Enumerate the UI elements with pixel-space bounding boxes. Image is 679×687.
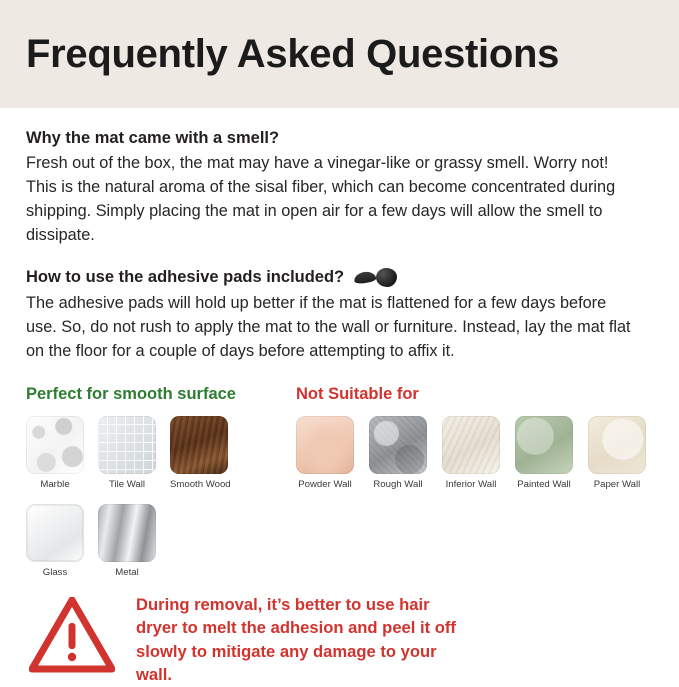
surface-item bbox=[369, 416, 427, 491]
surface-item bbox=[442, 416, 500, 491]
page-title: Frequently Asked Questions bbox=[26, 31, 560, 76]
faq-question bbox=[26, 267, 655, 288]
surface-label: Glass bbox=[42, 567, 68, 579]
powder-wall-swatch bbox=[296, 416, 354, 474]
faq-item-2 bbox=[26, 267, 655, 363]
surface-label: Tile Wall bbox=[108, 478, 146, 490]
not-suitable-row-1 bbox=[296, 416, 655, 491]
surface-label: Paper Wall bbox=[593, 478, 641, 490]
surface-compatibility bbox=[0, 383, 679, 579]
faq-question-text: How to use the adhesive pads included? bbox=[26, 268, 345, 287]
suitable-row-1 bbox=[26, 416, 296, 491]
suitable-surfaces bbox=[26, 383, 296, 579]
surface-label: Powder Wall bbox=[298, 478, 352, 490]
surface-label: Metal bbox=[115, 567, 139, 579]
smooth-wood-swatch bbox=[170, 416, 228, 474]
surface-label: Smooth Wood bbox=[170, 478, 231, 490]
surface-item bbox=[98, 504, 156, 579]
surface-item bbox=[588, 416, 646, 491]
not-suitable-surfaces bbox=[296, 383, 655, 579]
inferior-wall-swatch bbox=[442, 416, 500, 474]
warning-triangle-icon bbox=[26, 593, 118, 673]
surface-item bbox=[98, 416, 156, 491]
glass-swatch bbox=[26, 504, 84, 562]
not-suitable-title: Not Suitable for bbox=[296, 384, 419, 403]
rough-wall-swatch bbox=[369, 416, 427, 474]
surface-label: Painted Wall bbox=[517, 478, 571, 490]
tile-wall-swatch bbox=[98, 416, 156, 474]
faq-answer: The adhesive pads will hold up better if the mat is flattened for a few days before use. So, do not rush to apply the mat to the wall or furniture. Instead, lay the mat flat on the floor for a couple of days before attempting to affix it. bbox=[26, 293, 631, 360]
paper-wall-swatch bbox=[588, 416, 646, 474]
suitable-title: Perfect for smooth surface bbox=[26, 384, 236, 403]
page-header bbox=[0, 0, 679, 108]
faq-list bbox=[0, 108, 679, 364]
faq-answer: Fresh out of the box, the mat may have a vinegar-like or grassy smell. Worry not! This is the natural aroma of the sisal fiber, which can become concentrated during shipping. Simply placing the mat in open air for a few days will allow the smell to dissipate. bbox=[26, 154, 616, 245]
surface-item bbox=[296, 416, 354, 491]
faq-question bbox=[26, 128, 655, 149]
surface-item bbox=[170, 416, 231, 491]
surface-item bbox=[26, 504, 84, 579]
faq-question-text: Why the mat came with a smell? bbox=[26, 129, 280, 147]
metal-swatch bbox=[98, 504, 156, 562]
warning-text: During removal, it’s better to use hair dryer to melt the adhesion and peel it off slowly to mitigate any damage to your wall. bbox=[136, 594, 456, 685]
surface-item bbox=[515, 416, 573, 491]
surface-item bbox=[26, 416, 84, 491]
suitable-row-2 bbox=[26, 504, 296, 579]
marble-swatch bbox=[26, 416, 84, 474]
surface-label: Marble bbox=[40, 478, 70, 490]
removal-warning bbox=[0, 579, 679, 687]
faq-item-1 bbox=[26, 128, 655, 248]
adhesive-pads-icon bbox=[354, 268, 400, 288]
surface-label: Inferior Wall bbox=[445, 478, 497, 490]
surface-label: Rough Wall bbox=[373, 478, 423, 490]
painted-wall-swatch bbox=[515, 416, 573, 474]
